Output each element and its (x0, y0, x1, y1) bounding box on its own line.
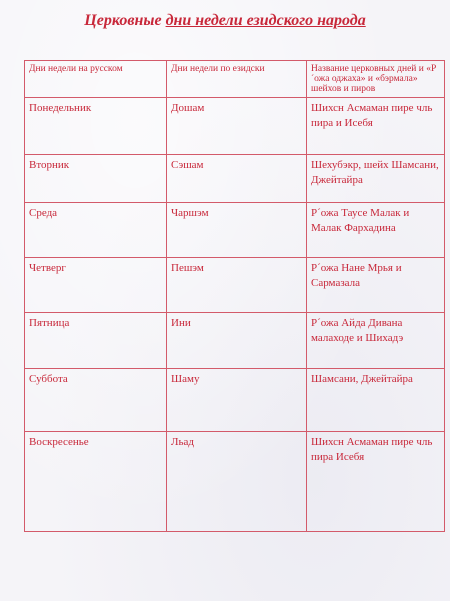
cell-church-day-name: Шамсани, Джейтайра (307, 369, 445, 432)
table-row (25, 98, 445, 155)
title-part-2: дни недели езидского народа (165, 12, 366, 29)
table-row (25, 432, 445, 532)
cell-russian-day: Пятница (25, 313, 167, 369)
cell-church-day-name: Р´ожа Нане Мрья и Сармазала (307, 258, 445, 313)
header-yezidi-day: Дни недели по езидски (167, 61, 307, 98)
church-days-table (24, 60, 445, 532)
cell-church-day-name: Шехубэкр, шейх Шамсани, Джейтайра (307, 155, 445, 203)
cell-yezidi-day: Шаму (167, 369, 307, 432)
cell-yezidi-day: Ини (167, 313, 307, 369)
cell-church-day-name: Р´ожа Айда Дивана малаходе и Шихадэ (307, 313, 445, 369)
cell-church-day-name: Шихсн Асмаман пире чль пира Исебя (307, 432, 445, 532)
header-russian-day: Дни недели на русском (25, 61, 167, 98)
table-row (25, 155, 445, 203)
cell-russian-day: Четверг (25, 258, 167, 313)
cell-russian-day: Вторник (25, 155, 167, 203)
cell-russian-day: Воскресенье (25, 432, 167, 532)
table-row (25, 313, 445, 369)
table-header-row (25, 61, 445, 98)
header-church-day-name: Название церковных дней и «Р´ожа оджаха» и «бэрмала» шейхов и пиров (307, 61, 445, 98)
table-row (25, 203, 445, 258)
cell-yezidi-day: Льад (167, 432, 307, 532)
title-part-1: Церковные (84, 12, 166, 29)
cell-church-day-name: Шихсн Асмаман пире чль пира и Исебя (307, 98, 445, 155)
table-row (25, 258, 445, 313)
cell-russian-day: Понедельник (25, 98, 167, 155)
cell-yezidi-day: Чаршэм (167, 203, 307, 258)
cell-russian-day: Суббота (25, 369, 167, 432)
table-row (25, 369, 445, 432)
document-title (0, 12, 450, 30)
cell-church-day-name: Р´ожа Таусе Малак и Малак Фархадина (307, 203, 445, 258)
cell-yezidi-day: Сэшам (167, 155, 307, 203)
cell-yezidi-day: Дошам (167, 98, 307, 155)
cell-yezidi-day: Пешэм (167, 258, 307, 313)
cell-russian-day: Среда (25, 203, 167, 258)
